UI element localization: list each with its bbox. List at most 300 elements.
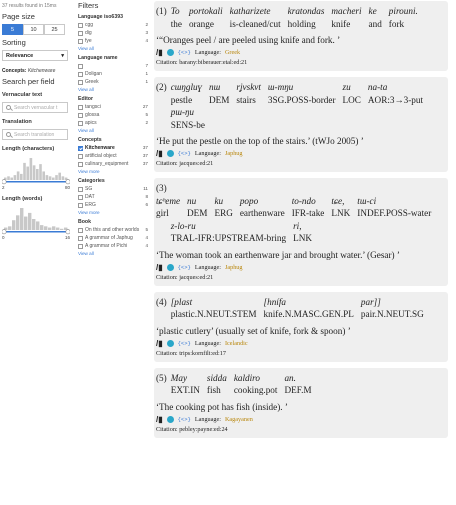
- facet-checkbox[interactable]: [78, 236, 83, 241]
- page-size-5[interactable]: 5: [2, 24, 23, 35]
- vernacular-word: to-ndo: [291, 195, 316, 206]
- chevron-down-icon: ▾: [61, 52, 64, 59]
- vernacular-word: May: [170, 372, 188, 383]
- vernacular-word: tɕʰeme: [156, 195, 181, 206]
- facet-option-count: 4: [145, 38, 148, 43]
- facet-option-label: Kitchenware: [85, 145, 115, 151]
- facet-option-label-wrap: [78, 38, 143, 44]
- gloss-label: DEM: [187, 208, 208, 218]
- language-link[interactable]: Greek: [224, 49, 241, 56]
- gloss-label: orange: [188, 18, 214, 29]
- example-number: (5): [156, 372, 167, 383]
- length-chars-bar: [7, 176, 10, 180]
- facet-view-all-link[interactable]: View all: [78, 46, 94, 51]
- facet-checkbox[interactable]: [78, 64, 83, 69]
- gloss-words: [171, 296, 431, 321]
- gloss-label: cooking.pot: [233, 385, 278, 395]
- code-icon[interactable]: {<>}: [177, 339, 191, 347]
- gloss-label: stairs: [236, 94, 256, 105]
- gloss-word: [156, 195, 180, 220]
- length-words-bar: [20, 208, 23, 230]
- facet-checkbox[interactable]: [78, 195, 83, 200]
- free-translation: ‘plastic cutlery’ (usually set of knife, fork & spoon) ’: [156, 325, 351, 336]
- facet-checkbox[interactable]: [78, 187, 83, 192]
- gloss-word: [214, 195, 232, 220]
- vernacular-word: pɯ-ŋu: [170, 107, 195, 117]
- gloss-word: [207, 372, 227, 397]
- length-chars-slider-track[interactable]: [4, 181, 68, 183]
- example-meta: [156, 263, 444, 272]
- facet-checkbox[interactable]: [78, 203, 83, 208]
- facet-view-all-link[interactable]: View more: [78, 169, 100, 174]
- gloss-word: [389, 5, 418, 30]
- facet-option-label: A grammar of Pichi: [85, 243, 128, 249]
- gloss-words: [171, 81, 430, 106]
- facet-option-count: 1: [145, 71, 148, 76]
- citation: Citation: trips:kornfilt:ed:17: [156, 349, 226, 357]
- vernacular-word: ku: [214, 195, 224, 206]
- sorting-title: Sorting: [2, 38, 26, 47]
- length-words-chart: [2, 205, 70, 235]
- length-words-bar: [56, 228, 59, 230]
- vernacular-word: ɯ-mŋu: [267, 82, 294, 92]
- length-chars-bar: [52, 178, 55, 180]
- language-label: Language:: [194, 415, 221, 423]
- facet-checkbox[interactable]: [78, 80, 83, 85]
- gloss-line: [156, 106, 444, 131]
- gloss-word: [268, 81, 336, 106]
- gloss-word: [284, 372, 311, 397]
- results-count: 37 results found in 15ms: [2, 3, 57, 9]
- gloss-label: pestle: [170, 94, 193, 105]
- gloss-label: TRAL-IFR:UPSTREAM-bring: [170, 233, 287, 243]
- facet-option[interactable]: [78, 227, 148, 233]
- gloss-line: [156, 220, 444, 245]
- facet-option[interactable]: [78, 120, 148, 126]
- gloss-word: [292, 195, 325, 220]
- language-link[interactable]: Icelandic: [224, 339, 248, 347]
- gloss-word: [331, 5, 361, 30]
- vernacular-word: pirouni.: [388, 6, 418, 16]
- free-translation: ‘The woman took an earthenware jar and brought water.’ (Gesar) ’: [156, 249, 400, 260]
- facet-option[interactable]: [78, 161, 148, 167]
- facet-option-count: 6: [145, 202, 148, 207]
- facet-option[interactable]: [78, 235, 148, 241]
- gloss-word: [368, 81, 423, 106]
- citation: Citation: jacques:ed:21: [156, 160, 214, 167]
- translation-title: Translation: [2, 119, 32, 125]
- facet-option-label-wrap: [78, 145, 141, 151]
- vernacular-word: nɯ: [208, 82, 221, 92]
- facet-option-label: culinary_equipment: [85, 161, 129, 167]
- gloss-word: [171, 81, 202, 106]
- facet-option[interactable]: [78, 79, 148, 85]
- gloss-label: earthenware: [239, 208, 285, 218]
- gloss-line: [156, 296, 444, 321]
- gloss-label: LOC: [342, 94, 361, 105]
- length-words-min-handle[interactable]: [2, 230, 6, 234]
- facet-option-count: 8: [145, 194, 148, 199]
- gloss-word: [171, 106, 205, 131]
- facet-option-label-wrap: [78, 71, 143, 77]
- facet-option-label-wrap: [78, 161, 141, 167]
- length-words-bar: [12, 220, 15, 230]
- gloss-label: SENS-be: [170, 119, 205, 130]
- length-chars-bar: [17, 171, 20, 180]
- facet-option-label: glossa: [85, 112, 100, 118]
- gloss-label: knife.N.MASC.GEN.PL: [263, 309, 354, 319]
- concepts-value[interactable]: Kitchenware: [27, 68, 56, 74]
- facet-option-count: 2: [145, 120, 148, 125]
- facet-option-label-wrap: [78, 243, 143, 249]
- facet-list: [78, 14, 148, 256]
- gloss-line: [156, 372, 444, 397]
- facet-option[interactable]: [78, 63, 148, 69]
- facet-option-label-wrap: [78, 104, 141, 110]
- gloss-words: [171, 106, 212, 131]
- facet-option[interactable]: [78, 145, 148, 151]
- facet-title: Concepts: [78, 137, 102, 143]
- facet-checkbox[interactable]: [78, 39, 83, 44]
- example-meta: [156, 149, 444, 158]
- facet-option[interactable]: [78, 153, 148, 159]
- length-words-max: 16: [64, 235, 70, 240]
- example-number: (4): [156, 296, 167, 307]
- facet-option-label: tangsci: [85, 104, 101, 110]
- facet-option[interactable]: [78, 194, 148, 200]
- vernacular-word: To: [170, 6, 180, 16]
- length-chars-bar: [55, 175, 58, 180]
- facet-option-label-wrap: [78, 120, 143, 126]
- facet-option[interactable]: [78, 30, 148, 36]
- length-chars-bar: [26, 167, 29, 180]
- facet-option[interactable]: [78, 243, 148, 249]
- length-words-bar: [36, 221, 39, 230]
- facet-option[interactable]: [78, 22, 148, 28]
- example-meta: [156, 415, 444, 424]
- gloss-word: [240, 195, 285, 220]
- facet-title: Editor: [78, 96, 93, 102]
- vernacular-word: an.: [284, 372, 296, 383]
- citation: Citation: jacques:ed:21: [156, 273, 214, 281]
- facet-option-label-wrap: [78, 202, 143, 208]
- gloss-word: [293, 220, 312, 245]
- facet-checkbox[interactable]: [78, 72, 83, 77]
- facet-option-label: dig: [85, 30, 92, 36]
- gloss-label: fork: [388, 18, 405, 29]
- facet-option-count: 37: [142, 153, 148, 158]
- facet-checkbox[interactable]: [78, 228, 83, 233]
- vernacular-word: [plast: [170, 296, 193, 307]
- citation: Citation: pebley:payne:ed:24: [156, 425, 228, 433]
- facet-checkbox[interactable]: [78, 31, 83, 36]
- code-icon[interactable]: {<>}: [177, 263, 191, 271]
- facet-title: Categories: [78, 178, 105, 184]
- facet-checkbox[interactable]: [78, 23, 83, 28]
- facet-checkbox[interactable]: [78, 244, 83, 249]
- gloss-words: [171, 220, 319, 245]
- gloss-word: [361, 296, 424, 321]
- vernacular-word: na-ta: [367, 82, 388, 92]
- vernacular-word: kaldiro: [233, 372, 261, 383]
- gloss-label: DEM: [208, 94, 230, 105]
- gloss-word: [357, 195, 431, 220]
- length-words-bar: [24, 217, 27, 230]
- gloss-label: the: [170, 18, 182, 29]
- length-chars-bar: [30, 158, 33, 180]
- length-chars-chart: [2, 155, 70, 185]
- facet-option-count: 37: [142, 145, 148, 150]
- facet-checkbox[interactable]: [78, 162, 83, 167]
- language-label: Language:: [194, 150, 221, 157]
- facet-checkbox[interactable]: [78, 121, 83, 126]
- language-link[interactable]: Japhug: [224, 263, 243, 271]
- gloss-label: is-cleaned/cut: [229, 18, 281, 29]
- gloss-word: [369, 5, 382, 30]
- vernacular-word: macheri: [331, 6, 362, 16]
- facet-option[interactable]: [78, 71, 148, 77]
- vernacular-word: sidda: [206, 372, 227, 383]
- gloss-word: [209, 81, 229, 106]
- facet-option-label: DAT: [85, 194, 95, 200]
- length-words-bar: [60, 229, 63, 230]
- facet-option-count: 1: [145, 79, 148, 84]
- facet-view-all-link[interactable]: View all: [78, 251, 94, 256]
- length-words-bar: [40, 225, 43, 230]
- free-translation: ‘The cooking pot has fish (inside). ’: [156, 401, 288, 412]
- length-chars-bar: [36, 169, 39, 180]
- gloss-words: [171, 372, 319, 397]
- globe-icon[interactable]: [167, 49, 174, 56]
- vernacular-word: [hnífa: [263, 296, 287, 307]
- length-chars-min-handle[interactable]: [2, 180, 6, 184]
- example-meta: [156, 339, 444, 348]
- facet-option-label: cgg: [85, 22, 94, 28]
- facet-option-label: On this and other worlds: [85, 227, 140, 233]
- globe-icon[interactable]: [167, 150, 174, 157]
- left-panel: [2, 0, 72, 240]
- facet-option-label-wrap: [78, 112, 143, 118]
- example-card: [154, 77, 448, 172]
- vernacular-word: katharizete: [229, 6, 271, 16]
- gloss-label: knife: [331, 18, 351, 29]
- sorting-value: Relevance: [6, 52, 34, 59]
- facet-option[interactable]: [78, 112, 148, 118]
- gloss-words: [171, 5, 425, 30]
- filters-title: Filters: [78, 1, 99, 10]
- bookmark-icon[interactable]: /▮: [156, 414, 163, 424]
- facet-view-all-link[interactable]: View all: [78, 87, 94, 92]
- translation-placeholder: Search translation: [14, 131, 55, 138]
- length-chars-bar: [23, 163, 26, 180]
- facet-option-label: ERG: [85, 202, 96, 208]
- language-link[interactable]: Kagayanen: [224, 415, 253, 423]
- length-words-max-handle[interactable]: [66, 230, 70, 234]
- language-label: Language:: [194, 49, 221, 56]
- gloss-label: 3SG.POSS-border: [267, 94, 336, 105]
- length-words-range: [2, 235, 70, 240]
- length-words-bar: [28, 213, 31, 230]
- facet-option[interactable]: [78, 104, 148, 110]
- facet-checkbox[interactable]: [78, 154, 83, 159]
- language-link[interactable]: Japhug: [224, 150, 243, 157]
- length-words-bar: [48, 228, 51, 230]
- gloss-words: [156, 195, 438, 220]
- example-card: [154, 292, 448, 362]
- facet-option-label-wrap: [78, 186, 141, 192]
- gloss-line: [156, 5, 444, 30]
- facet-option-label: artificial object: [85, 153, 117, 159]
- gloss-label: INDEF.POSS-water: [357, 208, 432, 218]
- code-icon[interactable]: {<>}: [177, 415, 191, 423]
- sorting-select[interactable]: [2, 50, 68, 61]
- search-per-field-title: Search per field: [2, 77, 55, 86]
- length-chars-bar: [10, 178, 13, 180]
- length-chars-range: [2, 185, 70, 190]
- gloss-word: [288, 5, 325, 30]
- page-size-10[interactable]: 10: [23, 24, 44, 35]
- facet-option-count: 37: [142, 161, 148, 166]
- facet-title: Language iso6393: [78, 14, 123, 20]
- facet-view-all-link[interactable]: View more: [78, 210, 100, 215]
- facet-option-label: Greek: [85, 79, 99, 85]
- gloss-label: DEF.M: [284, 385, 312, 395]
- translation-search-input[interactable]: [2, 129, 68, 140]
- length-chars-bar: [33, 165, 36, 180]
- length-words-bar: [32, 219, 35, 230]
- facet-checkbox[interactable]: [78, 105, 83, 110]
- facet-option-label-wrap: [78, 235, 143, 241]
- gloss-word: [171, 296, 257, 321]
- gloss-label: girl: [156, 208, 169, 218]
- facet-option-count: 2: [145, 22, 148, 27]
- facet-option-label-wrap: [78, 22, 143, 28]
- length-chars-min: 2: [2, 185, 5, 190]
- vernacular-word: popo: [239, 195, 259, 206]
- facet-option-label-wrap: [78, 227, 143, 233]
- globe-icon[interactable]: [167, 264, 174, 271]
- gloss-word: [236, 81, 261, 106]
- gloss-label: pair.N.NEUT.SG: [360, 309, 424, 319]
- vernacular-title: Vernacular text: [2, 92, 43, 98]
- gloss-label: LNK: [293, 233, 312, 243]
- bookmark-icon[interactable]: /▮: [156, 262, 163, 272]
- facet-checkbox[interactable]: [78, 113, 83, 118]
- gloss-label: AOR:3→3-put: [367, 94, 424, 105]
- results-list: [154, 1, 448, 444]
- gloss-word: [171, 5, 182, 30]
- globe-icon[interactable]: [167, 416, 174, 423]
- length-words-slider-track[interactable]: [4, 231, 68, 233]
- gloss-word: [171, 220, 286, 245]
- vernacular-word: ke: [368, 6, 377, 16]
- free-translation: ‘“Oranges peel / are peeled using knife and fork. ’: [156, 35, 341, 45]
- gloss-line: [156, 81, 444, 106]
- vernacular-search-input[interactable]: [2, 102, 68, 113]
- bookmark-icon[interactable]: /▮: [156, 48, 163, 57]
- length-chars-histogram[interactable]: [2, 155, 70, 185]
- facet-title: Book: [78, 219, 91, 225]
- gloss-word: [264, 296, 354, 321]
- facet-option-count: 4: [145, 243, 148, 248]
- length-words-min: 0: [2, 235, 5, 240]
- bookmark-icon[interactable]: /▮: [156, 149, 163, 158]
- facet-option-label-wrap: [78, 153, 141, 159]
- facet-option[interactable]: [78, 186, 148, 192]
- facet-title: Language name: [78, 55, 118, 61]
- code-icon[interactable]: {<>}: [177, 49, 191, 56]
- code-icon[interactable]: {<>}: [177, 150, 191, 157]
- length-chars-bar: [42, 171, 45, 180]
- length-words-bar: [16, 215, 19, 230]
- example-number: (3): [156, 183, 167, 193]
- facet-option[interactable]: [78, 38, 148, 44]
- page-size-selector: [2, 24, 72, 35]
- gloss-word: [187, 195, 207, 220]
- length-words-histogram[interactable]: [2, 205, 70, 235]
- filters-panel: [78, 0, 148, 256]
- facet-option-count: 27: [142, 104, 148, 109]
- gloss-label: holding: [287, 18, 316, 29]
- length-chars-bar: [14, 175, 17, 180]
- length-chars-bar: [58, 173, 61, 180]
- facet-option-label: SG: [85, 186, 93, 192]
- gloss-word: [171, 372, 200, 397]
- length-words-bar: [52, 226, 55, 230]
- facet-checkbox[interactable]: [78, 146, 83, 151]
- length-chars-max-handle[interactable]: [66, 180, 70, 184]
- gloss-label: plastic.N.NEUT.STEM: [170, 309, 257, 319]
- free-translation: ‘He put the pestle on the top of the stairs.’ (tWJo 2005) ’: [156, 136, 364, 146]
- concepts-label: Concepts:: [2, 68, 27, 74]
- facet-option-count: 7: [145, 63, 148, 68]
- length-chars-bar: [39, 164, 42, 180]
- gloss-line: [156, 182, 444, 220]
- gloss-word: [331, 195, 350, 220]
- facet-option-label: fye: [85, 38, 92, 44]
- gloss-label: fish: [206, 385, 221, 395]
- facet-option-count: 11: [143, 186, 148, 191]
- facet-option[interactable]: [78, 202, 148, 208]
- vernacular-word: nu: [187, 195, 197, 206]
- search-icon: [6, 132, 11, 137]
- example-card: [154, 178, 448, 286]
- example-card: [154, 1, 448, 71]
- length-chars-max: 80: [64, 185, 70, 190]
- vernacular-word: kratondas: [287, 6, 325, 16]
- gloss-label: IFR-take: [291, 208, 325, 218]
- bookmark-icon[interactable]: /▮: [156, 338, 163, 348]
- vernacular-word: rʝvskvt: [236, 82, 261, 92]
- vernacular-word: tɕe,: [331, 195, 345, 206]
- vernacular-word: cɯŋgluɣ: [170, 82, 202, 92]
- facet-view-all-link[interactable]: View all: [78, 128, 94, 133]
- active-concepts: [2, 68, 72, 74]
- facet-option-count: 5: [145, 112, 148, 117]
- gloss-label: EXT.IN: [170, 385, 200, 395]
- citation: Citation: barany:biberauer:etal:ed:21: [156, 59, 248, 66]
- facet-option-label-wrap: [78, 63, 143, 69]
- page-size-25[interactable]: 25: [44, 24, 65, 35]
- globe-icon[interactable]: [167, 340, 174, 347]
- vernacular-placeholder: Search vernacular t: [14, 104, 58, 111]
- gloss-word: [230, 5, 281, 30]
- length-chars-title: Length (characters): [2, 146, 55, 152]
- gloss-label: ERG: [214, 208, 233, 218]
- gloss-word: [343, 81, 361, 106]
- example-number: (1): [156, 6, 167, 16]
- facet-option-count: 5: [145, 227, 148, 232]
